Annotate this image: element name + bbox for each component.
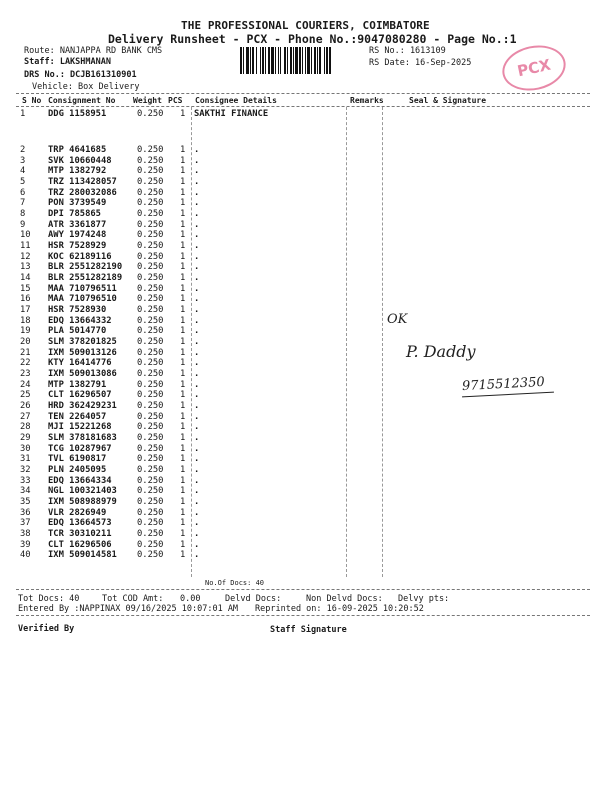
cell-pcs: 1 (180, 166, 186, 177)
cell-consignee: . (194, 145, 200, 155)
cell-consignment: HRD 362429231 (48, 401, 117, 412)
cell-sno: 11 (20, 241, 31, 252)
cell-weight: 0.250 (137, 241, 164, 252)
cell-consignee: . (194, 166, 200, 177)
cell-pcs: 1 (180, 209, 186, 220)
cell-sno: 6 (20, 187, 26, 198)
cell-consignment: TCG 10287967 (48, 443, 112, 454)
handwritten-ok: OK (387, 312, 408, 327)
cell-pcs: 1 (180, 177, 186, 187)
cell-weight: 0.250 (137, 433, 164, 444)
cell-consignment: TEN 2264057 (48, 411, 107, 422)
cell-sno: 9 (20, 219, 26, 230)
cell-weight: 0.250 (137, 198, 164, 209)
cell-pcs: 1 (180, 347, 186, 358)
cell-weight: 0.250 (137, 347, 164, 358)
cell-consignee: . (194, 326, 200, 337)
cell-weight: 0.250 (137, 145, 164, 155)
cell-consignment: IXM 509013086 (48, 369, 117, 380)
cell-consignment: TVL 6190817 (48, 454, 107, 465)
cell-pcs: 1 (180, 241, 186, 252)
cell-consignee: . (194, 411, 200, 422)
cell-sno: 10 (20, 230, 31, 241)
cell-consignment: TRP 4641685 (48, 145, 107, 155)
cell-consignment: DPI 785865 (48, 209, 101, 220)
footer-divider (16, 615, 590, 616)
cell-sno: 5 (20, 177, 26, 187)
cell-consignment: BLR 2551282190 (48, 262, 123, 273)
cell-sno: 32 (20, 465, 31, 476)
cell-sno: 35 (20, 497, 31, 508)
cell-pcs: 1 (180, 251, 186, 262)
cell-consignment: PON 3739549 (48, 198, 107, 209)
cell-weight: 0.250 (137, 529, 164, 540)
cell-consignment: VLR 2826949 (48, 507, 107, 518)
cell-consignment: TRZ 280032086 (48, 187, 117, 198)
cell-consignee: . (194, 347, 200, 358)
cell-sno: 1 (20, 109, 26, 119)
delvy-pts: Delvy pts: (398, 594, 450, 604)
cell-consignment: PLA 5014770 (48, 326, 107, 337)
cell-consignee: . (194, 305, 200, 316)
cell-sno: 21 (20, 347, 31, 358)
cell-pcs: 1 (180, 454, 186, 465)
cell-sno: 34 (20, 486, 31, 497)
cell-consignment: SVK 10660448 (48, 155, 112, 166)
cell-sno: 8 (20, 209, 26, 220)
cell-weight: 0.250 (137, 422, 164, 433)
cell-consignee: . (194, 379, 200, 390)
cell-pcs: 1 (180, 145, 186, 155)
cell-consignment: PLN 2405095 (48, 465, 107, 476)
cell-weight: 0.250 (137, 262, 164, 273)
cell-pcs: 1 (180, 358, 186, 369)
cell-weight: 0.250 (137, 337, 164, 348)
cell-consignee: . (194, 187, 200, 198)
cell-weight: 0.250 (137, 454, 164, 465)
table-bottom-divider (16, 589, 590, 590)
cell-sno: 31 (20, 454, 31, 465)
cell-sno: 18 (20, 315, 31, 326)
cell-consignee: . (194, 241, 200, 252)
rs-number: RS No.: 1613109 (369, 46, 446, 56)
cell-consignment: CLT 16296506 (48, 539, 112, 550)
cell-weight: 0.250 (137, 305, 164, 316)
cell-pcs: 1 (180, 390, 186, 401)
cell-sno: 25 (20, 390, 31, 401)
cell-consignee: . (194, 539, 200, 550)
cell-weight: 0.250 (137, 219, 164, 230)
cell-sno: 13 (20, 262, 31, 273)
cell-pcs: 1 (180, 497, 186, 508)
cell-sno: 28 (20, 422, 31, 433)
cell-consignee: . (194, 443, 200, 454)
cell-consignee: . (194, 219, 200, 230)
cell-pcs: 1 (180, 443, 186, 454)
cell-weight: 0.250 (137, 155, 164, 166)
seal-separator (382, 107, 383, 577)
col-consignment: Consignment No (48, 96, 116, 105)
cell-consignee: . (194, 486, 200, 497)
cell-consignee: . (194, 475, 200, 486)
col-consignee: Consignee Details (195, 96, 277, 105)
cell-consignment: AWY 1974248 (48, 230, 107, 241)
cell-pcs: 1 (180, 550, 186, 561)
cell-pcs: 1 (180, 529, 186, 540)
cell-pcs: 1 (180, 198, 186, 209)
cell-consignee: . (194, 155, 200, 166)
cell-consignment: HSR 7528929 (48, 241, 107, 252)
cell-weight: 0.250 (137, 230, 164, 241)
verified-by: Verified By (18, 624, 75, 634)
cell-consignment: HSR 7528930 (48, 305, 107, 316)
cell-consignment: ATR 3361877 (48, 219, 107, 230)
cell-consignee: . (194, 358, 200, 369)
cell-weight: 0.250 (137, 401, 164, 412)
reprinted-on: Reprinted on: 16-09-2025 10:20:52 (255, 604, 424, 614)
cell-consignment: EDQ 13664332 (48, 315, 112, 326)
cell-weight: 0.250 (137, 390, 164, 401)
cell-consignment: IXM 509014581 (48, 550, 117, 561)
cell-pcs: 1 (180, 219, 186, 230)
cell-sno: 38 (20, 529, 31, 540)
company-name: THE PROFESSIONAL COURIERS, COIMBATORE (181, 19, 430, 32)
cell-consignee: . (194, 315, 200, 326)
cell-weight: 0.250 (137, 539, 164, 550)
cell-sno: 23 (20, 369, 31, 380)
cell-consignment: EDQ 13664334 (48, 475, 112, 486)
cell-weight: 0.250 (137, 486, 164, 497)
cell-pcs: 1 (180, 411, 186, 422)
cell-consignee: . (194, 294, 200, 305)
tot-docs: Tot Docs: 40 (18, 594, 80, 604)
cell-sno: 24 (20, 379, 31, 390)
cell-consignment: MTP 1382792 (48, 166, 107, 177)
cell-consignee: . (194, 550, 200, 561)
cell-sno: 17 (20, 305, 31, 316)
stamp-text: PCX (515, 55, 553, 81)
cell-consignee: . (194, 497, 200, 508)
cell-pcs: 1 (180, 379, 186, 390)
cell-consignment: MAA 710796511 (48, 283, 117, 294)
cell-sno: 7 (20, 198, 26, 209)
runsheet-subtitle: Delivery Runsheet - PCX - Phone No.:9047080280 - Page No.:1 (108, 32, 517, 46)
cell-sno: 20 (20, 337, 31, 348)
cell-sno: 40 (20, 550, 31, 561)
rs-date: RS Date: 16-Sep-2025 (369, 58, 472, 68)
cell-consignee: . (194, 422, 200, 433)
cell-sno: 4 (20, 166, 26, 177)
header-top-divider (16, 93, 590, 94)
tot-cod-value: 0.00 (180, 594, 201, 604)
cell-sno: 37 (20, 518, 31, 529)
cell-pcs: 1 (180, 283, 186, 294)
cell-sno: 39 (20, 539, 31, 550)
cell-pcs: 1 (180, 401, 186, 412)
cell-sno: 22 (20, 358, 31, 369)
header-bottom-divider (16, 106, 590, 107)
cell-consignee: . (194, 177, 200, 187)
cell-pcs: 1 (180, 315, 186, 326)
handwritten-phone: 9715512350 (461, 374, 546, 395)
cell-consignee: . (194, 251, 200, 262)
cell-consignment: TRZ 113428057 (48, 177, 117, 187)
cell-consignee: . (194, 507, 200, 518)
cell-consignee: . (194, 465, 200, 476)
tot-cod-label: Tot COD Amt: (102, 594, 164, 604)
cell-weight: 0.250 (137, 465, 164, 476)
route-label: Route: NANJAPPA RD BANK CMS (24, 46, 163, 56)
cell-pcs: 1 (180, 155, 186, 166)
cell-sno: 16 (20, 294, 31, 305)
barcode-icon (240, 47, 366, 74)
cell-consignment: MJI 15221268 (48, 422, 112, 433)
cell-sno: 36 (20, 507, 31, 518)
cell-weight: 0.250 (137, 177, 164, 187)
cell-consignment: BLR 2551282189 (48, 273, 123, 284)
cell-consignment: SLM 378201825 (48, 337, 117, 348)
cell-weight: 0.250 (137, 326, 164, 337)
cell-consignee: . (194, 529, 200, 540)
staff-label: Staff: LAKSHMANAN (24, 57, 111, 67)
cell-pcs: 1 (180, 539, 186, 550)
non-delvd-docs: Non Delvd Docs: (306, 594, 383, 604)
handwritten-signature: P. Daddy (406, 342, 476, 361)
cell-pcs: 1 (180, 187, 186, 198)
remarks-separator (346, 107, 347, 577)
cell-consignment: IXM 509013126 (48, 347, 117, 358)
cell-consignee: . (194, 433, 200, 444)
cell-consignment: EDQ 13664573 (48, 518, 112, 529)
col-remarks: Remarks (350, 96, 384, 105)
cell-pcs: 1 (180, 518, 186, 529)
cell-weight: 0.250 (137, 358, 164, 369)
cell-consignee: . (194, 390, 200, 401)
col-sno: S No (22, 96, 42, 105)
cell-sno: 29 (20, 433, 31, 444)
vehicle-label: Vehicle: Box Delivery (32, 82, 140, 92)
pcx-stamp (498, 40, 570, 96)
cell-pcs: 1 (180, 475, 186, 486)
col-seal-signature: Seal & Signature (409, 96, 487, 105)
cell-sno: 3 (20, 155, 26, 166)
cell-weight: 0.250 (137, 109, 164, 119)
cell-consignment: MTP 1382791 (48, 379, 107, 390)
cell-weight: 0.250 (137, 251, 164, 262)
cell-consignee: . (194, 401, 200, 412)
cell-sno: 2 (20, 145, 26, 155)
cell-sno: 27 (20, 411, 31, 422)
cell-sno: 14 (20, 273, 31, 284)
cell-sno: 30 (20, 443, 31, 454)
cell-sno: 33 (20, 475, 31, 486)
cell-consignment: KOC 62189116 (48, 251, 112, 262)
cell-weight: 0.250 (137, 379, 164, 390)
cell-weight: 0.250 (137, 443, 164, 454)
cell-consignee: . (194, 273, 200, 284)
cell-consignment: DDG 1158951 (48, 109, 107, 119)
cell-pcs: 1 (180, 109, 186, 119)
cell-sno: 26 (20, 401, 31, 412)
cell-consignee: . (194, 454, 200, 465)
cell-weight: 0.250 (137, 273, 164, 284)
cell-weight: 0.250 (137, 315, 164, 326)
consignee-separator (191, 107, 192, 577)
cell-weight: 0.250 (137, 187, 164, 198)
cell-pcs: 1 (180, 486, 186, 497)
cell-consignee: . (194, 369, 200, 380)
col-weight: Weight (133, 96, 162, 105)
cell-pcs: 1 (180, 369, 186, 380)
cell-consignment: CLT 16296507 (48, 390, 112, 401)
staff-signature: Staff Signature (270, 625, 347, 635)
cell-weight: 0.250 (137, 166, 164, 177)
col-pcs: PCS (168, 96, 183, 105)
cell-pcs: 1 (180, 262, 186, 273)
cell-weight: 0.250 (137, 411, 164, 422)
cell-sno: 12 (20, 251, 31, 262)
cell-weight: 0.250 (137, 209, 164, 220)
cell-pcs: 1 (180, 273, 186, 284)
cell-pcs: 1 (180, 422, 186, 433)
cell-consignee: . (194, 262, 200, 273)
cell-weight: 0.250 (137, 283, 164, 294)
cell-pcs: 1 (180, 305, 186, 316)
cell-pcs: 1 (180, 294, 186, 305)
cell-pcs: 1 (180, 337, 186, 348)
cell-sno: 19 (20, 326, 31, 337)
cell-consignee: . (194, 283, 200, 294)
cell-consignment: MAA 710796510 (48, 294, 117, 305)
cell-consignee: . (194, 518, 200, 529)
cell-weight: 0.250 (137, 475, 164, 486)
cell-sno: 15 (20, 283, 31, 294)
cell-pcs: 1 (180, 465, 186, 476)
cell-consignee: . (194, 230, 200, 241)
cell-consignee: SAKTHI FINANCE (194, 109, 269, 119)
cell-consignee: . (194, 198, 200, 209)
cell-weight: 0.250 (137, 507, 164, 518)
cell-consignee: . (194, 209, 200, 220)
delvd-docs: Delvd Docs: (225, 594, 282, 604)
cell-weight: 0.250 (137, 518, 164, 529)
cell-weight: 0.250 (137, 294, 164, 305)
cell-consignment: KTY 16414776 (48, 358, 112, 369)
cell-consignment: TCR 30310211 (48, 529, 112, 540)
cell-weight: 0.250 (137, 497, 164, 508)
cell-consignee: . (194, 337, 200, 348)
drs-number: DRS No.: DCJB161310901 (24, 70, 137, 80)
cell-pcs: 1 (180, 326, 186, 337)
cell-pcs: 1 (180, 230, 186, 241)
cell-consignment: NGL 100321403 (48, 486, 117, 497)
cell-consignment: IXM 508988979 (48, 497, 117, 508)
cell-weight: 0.250 (137, 550, 164, 561)
no-of-docs: No.Of Docs: 40 (205, 579, 265, 587)
entered-by: Entered By :NAPPINAX 09/16/2025 10:07:01 AM (18, 604, 239, 614)
cell-pcs: 1 (180, 433, 186, 444)
cell-pcs: 1 (180, 507, 186, 518)
cell-consignment: SLM 378181683 (48, 433, 117, 444)
cell-weight: 0.250 (137, 369, 164, 380)
